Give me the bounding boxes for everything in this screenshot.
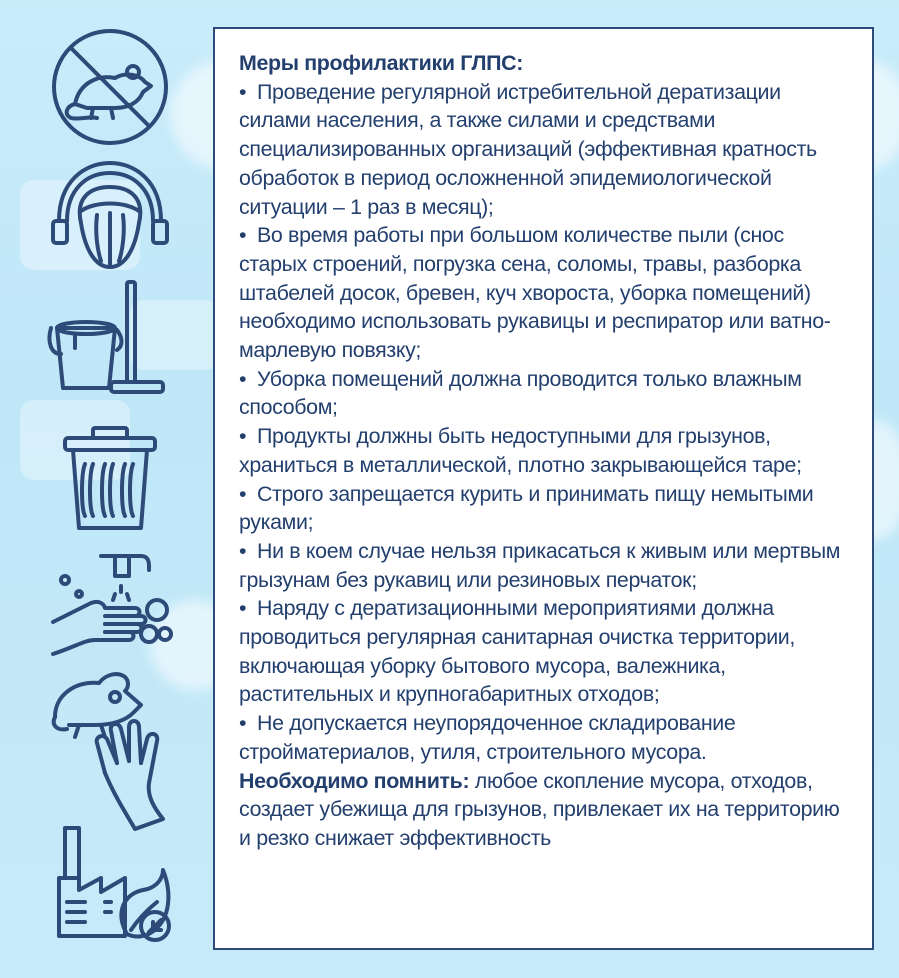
list-item [239, 480, 850, 537]
no-rodents-icon [45, 22, 175, 152]
rodent-glove-icon [45, 665, 175, 835]
list-item [239, 709, 850, 766]
list-item [239, 422, 850, 479]
bullet: • [239, 424, 247, 449]
list-item [239, 594, 850, 709]
panel-title: Меры профилактики ГЛПС: [239, 51, 524, 75]
respirator-icon [45, 157, 175, 277]
icon-column [0, 0, 210, 978]
list-item-text: Продукты должны быть недоступными для грызунов, храниться в металлической, плотно закрывающейся таре; [239, 424, 802, 477]
list-item [239, 537, 850, 594]
list-item [239, 78, 850, 222]
list-item-text: Строго запрещается курить и принимать пищу немытыми руками; [239, 481, 814, 535]
hand-washing-icon [45, 550, 175, 665]
bullet: • [239, 481, 247, 506]
reminder-text: любое скопление мусора, отходов, создает убежища для грызунов, привлекает их на территорию и резко снижает эффективность [239, 768, 840, 850]
bullet: • [239, 538, 247, 563]
bullet: • [239, 79, 247, 104]
bucket-mop-icon [45, 278, 175, 400]
bullet: • [239, 223, 247, 248]
list-item-text: Проведение регулярной истребительной дератизации силами населения, а также силами и средствами специализированных организаций (эффективная кратность обработок в период осложненной эпидемиологической ситуации – 1 раз в месяц); [239, 79, 817, 219]
reminder-heading: Необходимо помнить: [239, 768, 470, 793]
factory-leaf-icon [45, 818, 175, 948]
bullet: • [239, 711, 247, 736]
list-item-text: Наряду с дератизационными мероприятиями должна проводиться регулярная санитарная очистка территории, включающая уборку бытового мусора, валежника, растительных и крупногабаритных отходов; [239, 596, 795, 707]
bullet: • [239, 596, 247, 621]
reminder-note [239, 767, 850, 853]
list-item-text: Во время работы при большом количестве пыли (снос старых строений, погрузка сена, соломы, травы, разборка штабелей досок, бревен, куч хвороста, уборка помещений) необходимо использовать рукавицы и респиратор или ватно-марлевую повязку; [239, 223, 831, 363]
list-item-text: Не допускается неупорядоченное складирование стройматериалов, утиля, строительного мусора. [239, 711, 736, 764]
trash-can-icon [45, 424, 175, 536]
prevention-panel [213, 27, 874, 950]
list-item-text: Уборка помещений должна проводится только влажным способом; [239, 366, 802, 420]
list-item [239, 221, 850, 365]
list-item [239, 365, 850, 422]
list-item-text: Ни в коем случае нельзя прикасаться к живым или мертвым грызунам без рукавиц или резиновых перчаток; [239, 538, 841, 592]
bullet: • [239, 366, 247, 391]
